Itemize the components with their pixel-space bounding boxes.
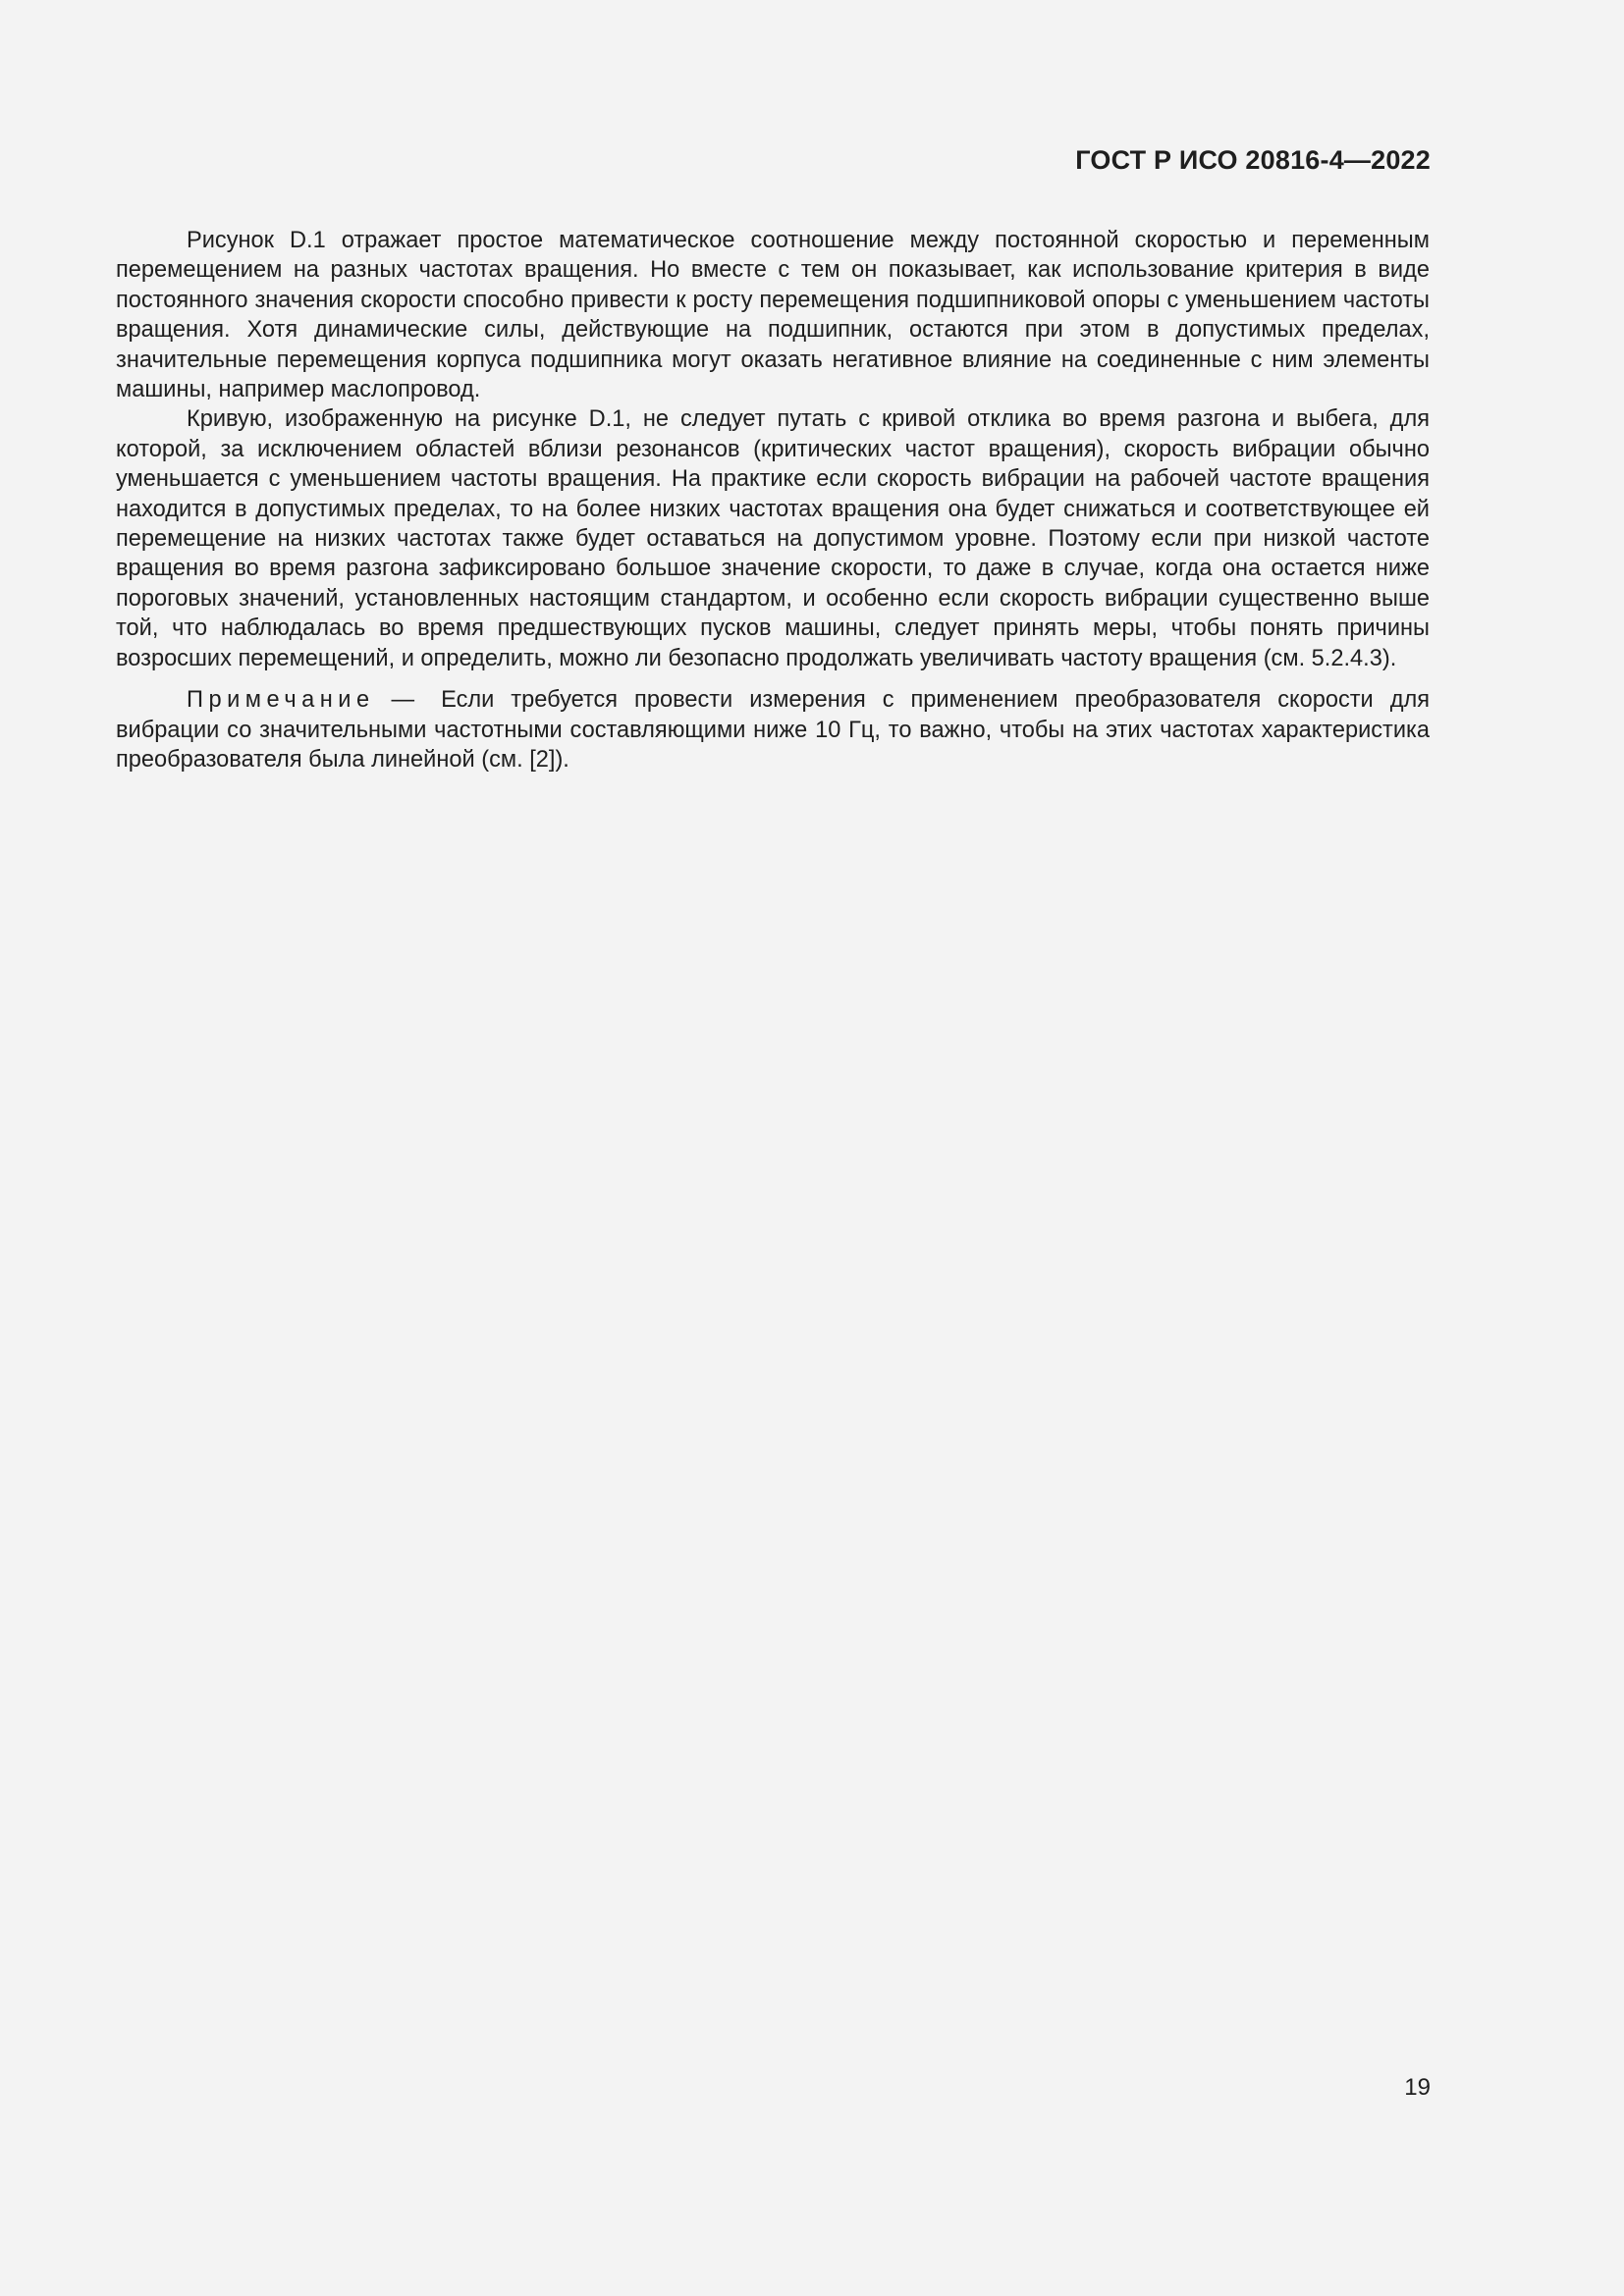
note-text: Если требуется провести измерения с применением преобразователя скорости для вибрации со значительными частотными составляющими ниже 10 Гц, то важно, чтобы на этих частотах характеристика преобразователя была линейной (см. [2]). (116, 687, 1431, 773)
note-label: Примечание (187, 687, 375, 714)
paragraph: Кривую, изображенную на рисунке D.1, не следует путать с кривой отклика во время разгона и выбега, для которой, за исключением областей вблизи резонансов (критических частот вращения), скорость вибрации обычно уменьшается с уменьшением частоты вращения. На практике если скорость вибрации на рабочей частоте вращения находится в допустимых пределах, то на более низких частотах вращения она будет снижаться и соответствующее ей перемещение на низких частотах также будет оставаться на допустимом уровне. Поэтому если при низкой частоте вращения во время разгона зафиксировано большое значение скорости, то даже в случае, когда она остается ниже пороговых значений, установленных настоящим стандартом, и особенно если скорость вибрации существенно выше той, что наблюдалась во время предшествующих пусков машины, следует принять меры, чтобы понять причины возросших перемещений, и определить, можно ли безопасно продолжать увеличивать частоту вращения (см. 5.2.4.3). (116, 406, 1430, 671)
page-number: 19 (1404, 2074, 1431, 2101)
note-dash: — (391, 687, 415, 714)
main-text (116, 226, 1430, 774)
note-paragraph (116, 685, 1430, 774)
paragraph: Рисунок D.1 отражает простое математическое соотношение между постоянной скоростью и переменным перемещением на разных частотах вращения. Но вместе с тем он показывает, как использование критерия в виде постоянного значения скорости способно привести к росту перемещения подшипниковой опоры с уменьшением частоты вращения. Хотя динамические силы, действующие на подшипник, остаются при этом в допустимых пределах, значительные перемещения корпуса подшипника могут оказать негативное влияние на соединенные с ним элементы машины, например маслопровод. (116, 228, 1430, 403)
document-header (1075, 145, 1431, 176)
standard-designation: ГОСТ Р ИСО 20816-4—2022 (1075, 145, 1431, 175)
